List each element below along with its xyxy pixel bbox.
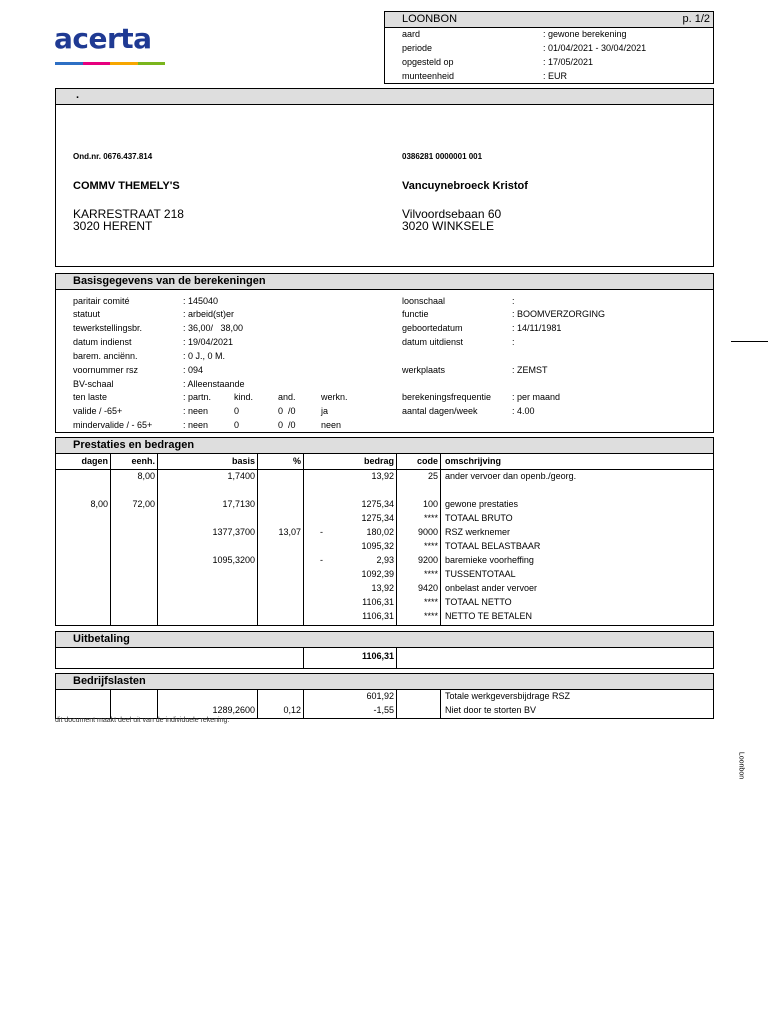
acerta-logo <box>54 22 169 68</box>
basis-value: : <box>512 337 515 347</box>
ten-laste-cell: : neen <box>183 406 209 416</box>
col-divider <box>440 454 441 625</box>
bedr-pct: 0,12 <box>283 705 301 715</box>
prestaties-cell-bedrag: 1275,34 <box>361 513 394 523</box>
basis-label: berekeningsfrequentie <box>402 392 492 402</box>
basis-value: : BOOMVERZORGING <box>512 309 606 319</box>
prestaties-cell-bedrag: 2,93 <box>376 555 394 565</box>
header-value-aard: : gewone berekening <box>543 29 627 39</box>
basis-value: : per maand <box>512 392 561 402</box>
employee-number: 0386281 0000001 001 <box>402 152 483 161</box>
logo-stripe <box>55 62 165 65</box>
prestaties-cell-sign: - <box>320 555 323 565</box>
basis-label: werkplaats <box>402 365 446 375</box>
col-header-bedrag: bedrag <box>363 456 394 466</box>
prestaties-cell-code: 9000 <box>417 527 438 537</box>
prestaties-cell-oms: NETTO TE BETALEN <box>445 611 533 621</box>
uitbetaling-section <box>55 631 714 669</box>
uitbetaling-bar <box>56 632 713 648</box>
basis-label: tewerkstellingsbr. <box>73 323 143 333</box>
logo-stripe-green <box>138 62 166 65</box>
prestaties-section <box>55 437 714 626</box>
address-bar-title: . <box>76 89 80 101</box>
prestaties-cell-code: 9420 <box>417 583 438 593</box>
bedr-oms: Niet door te storten BV <box>445 705 537 715</box>
basis-value: : 4.00 <box>512 406 535 416</box>
uitbetaling-divider <box>396 648 397 668</box>
col-header-basis: basis <box>231 456 255 466</box>
prestaties-cell-bedrag: 1092,39 <box>361 569 394 579</box>
basis-label: datum uitdienst <box>402 337 464 347</box>
basis-value: : 0 J., 0 M. <box>183 351 226 361</box>
prestaties-title: Prestaties en bedragen <box>73 439 195 451</box>
uitbetaling-title: Uitbetaling <box>73 633 130 645</box>
ten-laste-header: werkn. <box>321 392 348 402</box>
logo-stripe-orange <box>110 62 138 65</box>
prestaties-cell-oms: TOTAAL BRUTO <box>445 513 513 523</box>
ten-laste-cell: : neen <box>183 420 209 430</box>
prestaties-cell-dagen: 8,00 <box>90 499 108 509</box>
prestaties-cell-oms: TOTAAL NETTO <box>445 597 512 607</box>
uitbetaling-amount: 1106,31 <box>361 651 394 661</box>
prestaties-cell-oms: onbelast ander vervoer <box>445 583 538 593</box>
header-label-munteenheid: munteenheid <box>402 71 455 81</box>
prestaties-cell-basis: 17,7130 <box>222 499 255 509</box>
basis-value: : 19/04/2021 <box>183 337 234 347</box>
ten-laste-cell: 0 <box>234 406 240 416</box>
address-block <box>55 88 714 267</box>
col-header-omschrijving: omschrijving <box>445 456 502 466</box>
side-label: Loonbon <box>737 751 745 780</box>
prestaties-cell-eenh: 8,00 <box>137 471 155 481</box>
basis-label: voornummer rsz <box>73 365 139 375</box>
col-header-pct: % <box>292 456 301 466</box>
header-label-periode: periode <box>402 43 433 53</box>
address-bar <box>56 89 713 105</box>
basis-label: statuut <box>73 309 101 319</box>
logo-stripe-blue <box>55 62 83 65</box>
basis-section <box>55 273 714 433</box>
ten-laste-header: : partn. <box>183 392 212 402</box>
prestaties-cell-sign: - <box>320 527 323 537</box>
basis-value: : 094 <box>183 365 204 375</box>
prestaties-cell-pct: 13,07 <box>278 527 301 537</box>
prestaties-cell-oms: baremieke voorheffing <box>445 555 534 565</box>
prestaties-cell-code: **** <box>423 513 438 523</box>
header-value-opgesteld: : 17/05/2021 <box>543 57 594 67</box>
prestaties-cell-oms: TUSSENTOTAAL <box>445 569 516 579</box>
header-label-aard: aard <box>402 29 421 39</box>
prestaties-cell-code: 25 <box>427 471 438 481</box>
employer-city: 3020 HERENT <box>73 219 153 233</box>
prestaties-cell-code: 9200 <box>417 555 438 565</box>
ten-laste-row-label: valide / -65+ <box>73 406 123 416</box>
prestaties-cell-eenh: 72,00 <box>132 499 155 509</box>
col-header-code: code <box>416 456 438 466</box>
loonbon-title-bar <box>385 12 713 28</box>
prestaties-cell-code: **** <box>423 569 438 579</box>
basis-value: : <box>512 296 515 306</box>
bedr-divider <box>440 690 441 718</box>
loonbon-title: LOONBON <box>402 13 458 25</box>
page-number: p. 1/2 <box>682 13 710 25</box>
bedr-basis: 1289,2600 <box>212 705 255 715</box>
basis-bar <box>56 274 713 290</box>
prestaties-cell-bedrag: 1275,34 <box>361 499 394 509</box>
prestaties-cell-oms: ander vervoer dan openb./georg. <box>445 471 577 481</box>
prestaties-cell-bedrag: 13,92 <box>371 583 394 593</box>
bedrijfslasten-title: Bedrijfslasten <box>73 675 146 687</box>
prestaties-cell-basis: 1377,3700 <box>212 527 255 537</box>
header-label-opgesteld: opgesteld op <box>402 57 454 67</box>
basis-value: : Alleenstaande <box>183 379 245 389</box>
basis-label: loonschaal <box>402 296 446 306</box>
basis-value: : arbeid(st)er <box>183 309 235 319</box>
ten-laste-row-label: mindervalide / - 65+ <box>73 420 153 430</box>
ten-laste-header: kind. <box>234 392 254 402</box>
prestaties-cell-code: **** <box>423 597 438 607</box>
ten-laste-cell: 0 /0 <box>278 406 296 416</box>
basis-value: : 36,00/ 38,00 <box>183 323 244 333</box>
ten-laste-cell: 0 <box>234 420 240 430</box>
prestaties-cell-oms: RSZ werknemer <box>445 527 511 537</box>
prestaties-cell-bedrag: 1095,32 <box>361 541 394 551</box>
bedr-oms: Totale werkgeversbijdrage RSZ <box>445 691 571 701</box>
ten-laste-label: ten laste <box>73 392 108 402</box>
logo-stripe-magenta <box>83 62 111 65</box>
col-divider <box>257 454 258 625</box>
employer-name: COMMV THEMELY'S <box>73 180 180 192</box>
basis-label: functie <box>402 309 429 319</box>
basis-value: : 14/11/1981 <box>512 323 562 333</box>
ten-laste-header: and. <box>278 392 296 402</box>
basis-title: Basisgegevens van de berekeningen <box>73 275 266 287</box>
fold-mark <box>731 341 768 342</box>
header-value-periode: : 01/04/2021 - 30/04/2021 <box>543 43 647 53</box>
prestaties-cell-code: **** <box>423 541 438 551</box>
header-value-munteenheid: : EUR <box>543 71 568 81</box>
basis-value: : 145040 <box>183 296 219 306</box>
bedrijfslasten-bar <box>56 674 713 690</box>
basis-label: aantal dagen/week <box>402 406 478 416</box>
col-header-eenh: eenh. <box>131 456 155 466</box>
bedr-divider <box>396 690 397 718</box>
bedr-divider <box>110 690 111 718</box>
bedr-bedrag: -1,55 <box>373 705 394 715</box>
logo-wordmark: acerta <box>54 22 152 55</box>
basis-label: datum indienst <box>73 337 132 347</box>
basis-label: barem. anciënn. <box>73 351 138 361</box>
prestaties-cell-basis: 1,7400 <box>227 471 255 481</box>
bedr-bedrag: 601,92 <box>366 691 394 701</box>
footer-note: dit document maakt deel uit van de individuele rekening. <box>55 717 230 724</box>
prestaties-cell-oms: TOTAAL BELASTBAAR <box>445 541 541 551</box>
employee-name: Vancuynebroeck Kristof <box>402 180 528 192</box>
employer-number: Ond.nr. 0676.437.814 <box>73 152 153 161</box>
employee-street: Vilvoordsebaan 60 <box>402 207 502 221</box>
basis-label: geboortedatum <box>402 323 463 333</box>
prestaties-cell-oms: gewone prestaties <box>445 499 519 509</box>
loonbon-header <box>384 11 714 84</box>
prestaties-cell-bedrag: 180,02 <box>366 527 394 537</box>
bedrijfslasten-section <box>55 673 714 719</box>
prestaties-cell-bedrag: 1106,31 <box>362 611 394 621</box>
basis-label: BV-schaal <box>73 379 114 389</box>
ten-laste-cell: ja <box>321 406 329 416</box>
employer-street: KARRESTRAAT 218 <box>73 207 184 221</box>
ten-laste-cell: neen <box>321 420 342 430</box>
prestaties-cell-basis: 1095,3200 <box>212 555 255 565</box>
col-header-dagen: dagen <box>81 456 108 466</box>
prestaties-cell-bedrag: 1106,31 <box>362 597 394 607</box>
basis-label: paritair comité <box>73 296 130 306</box>
prestaties-cell-code: **** <box>423 611 438 621</box>
prestaties-cell-bedrag: 13,92 <box>371 471 394 481</box>
ten-laste-cell: 0 /0 <box>278 420 296 430</box>
prestaties-bar <box>56 438 713 454</box>
employee-city: 3020 WINKSELE <box>402 219 495 233</box>
basis-value: : ZEMST <box>512 365 548 375</box>
prestaties-cell-code: 100 <box>422 499 438 509</box>
